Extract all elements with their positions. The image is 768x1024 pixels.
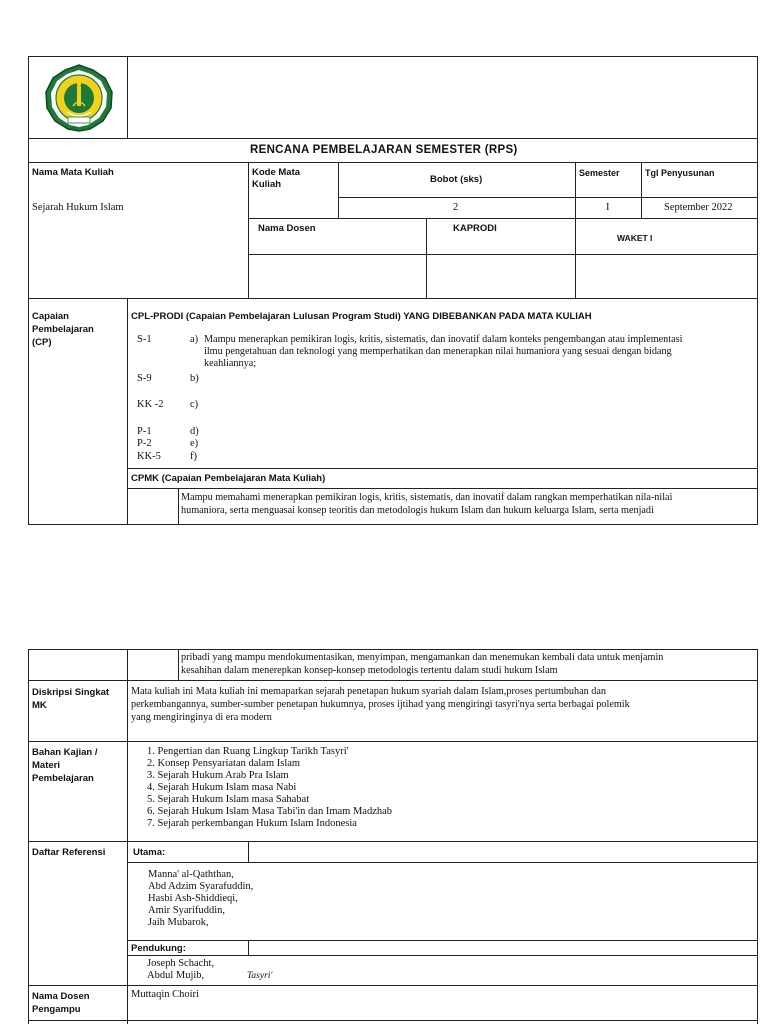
primary-reference-label: Utama:: [133, 847, 166, 858]
material-label: Materi: [32, 760, 60, 771]
supporting-reference-item: Abdul Mujib,: [147, 970, 205, 981]
cpl-code: S-1: [137, 334, 152, 345]
row-divider: [28, 1020, 758, 1021]
row-divider: [28, 138, 758, 139]
row-divider: [28, 741, 758, 742]
primary-reference-item: Manna' al-Qaththan,: [148, 869, 234, 880]
cell-divider: [178, 488, 179, 524]
row-divider: [248, 218, 758, 219]
material-item: 7. Sejarah perkembangan Hukum Islam Indonesia: [147, 818, 357, 829]
lecturer-in-charge-label: Nama Dosen: [32, 991, 90, 1002]
row-divider: [28, 985, 758, 986]
material-item: 3. Sejarah Hukum Arab Pra Islam: [147, 770, 289, 781]
lecturer-label: Nama Dosen: [258, 223, 316, 234]
description-label: MK: [32, 700, 47, 711]
cell-divider: [575, 162, 576, 298]
cpl-item-a: Mampu menerapkan pemikiran logis, kritis, sistematis, dan inovatif dalam konteks pengembangan atau implementasi: [204, 334, 683, 345]
page-title: RENCANA PEMBELAJARAN SEMESTER (RPS): [250, 144, 518, 156]
cell-divider: [338, 162, 339, 219]
row-divider: [28, 162, 758, 163]
cell-divider: [248, 841, 249, 862]
cpl-code: P-2: [137, 438, 152, 449]
row-divider: [127, 955, 758, 956]
cell-divider: [127, 56, 128, 138]
lecturer-in-charge-label: Pengampu: [32, 1004, 81, 1015]
cpl-letter: b): [190, 373, 199, 384]
primary-reference-item: Jaih Mubarok,: [148, 917, 209, 928]
waket-label: WAKET I: [617, 233, 653, 243]
description-text: Mata kuliah ini Mata kuliah ini memaparkan sejarah penetapan hukum syariah dalam Islam,proses pertumbuhan dan: [131, 686, 606, 697]
row-divider: [127, 488, 758, 489]
material-label: Pembelajaran: [32, 773, 94, 784]
cpl-code: S-9: [137, 373, 152, 384]
supporting-reference-label: Pendukung:: [131, 943, 186, 954]
row-divider: [28, 680, 758, 681]
cpmk-heading: CPMK (Capaian Pembelajaran Mata Kuliah): [131, 473, 326, 484]
reference-label: Daftar Referensi: [32, 847, 106, 858]
course-code-label: Kode Mata: [252, 167, 301, 178]
cell-divider: [248, 940, 249, 955]
date-value: September 2022: [664, 202, 733, 213]
cpl-heading: CPL-PRODI (Capaian Pembelajaran Lulusan Program Studi) YANG DIBEBANKAN PADA MATA KULIAH: [131, 311, 592, 322]
table-border: [28, 524, 758, 525]
cell-divider: [248, 162, 249, 298]
row-divider: [28, 841, 758, 842]
cell-divider: [641, 162, 642, 219]
cpl-letter: c): [190, 399, 199, 410]
cpl-letter: f): [190, 451, 197, 462]
kaprodi-label: KAPRODI: [453, 223, 497, 234]
semester-value: I: [606, 202, 610, 213]
table-border: [28, 649, 758, 650]
cpl-item-a: ilmu pengetahuan dan teknologi yang memperhatikan dan menerapkan nilai humaniora yang sesuai dengan bidang: [204, 346, 672, 357]
cpmk-text: humaniora, serta menguasai konsep teoritis dan metodologis hukum Islam dan hukum keluarga Islam, serta menjadi: [181, 505, 654, 516]
cell-divider: [178, 649, 179, 680]
credit-value: 2: [453, 202, 459, 213]
lecturer-in-charge-value: Muttaqin Choiri: [131, 989, 199, 1000]
cpl-code: KK -2: [137, 399, 164, 410]
cp-label: Capaian: [32, 311, 69, 322]
primary-reference-item: Abd Adzim Syarafuddin,: [148, 881, 254, 892]
row-divider: [127, 940, 758, 941]
table-border: [28, 649, 29, 1024]
cp-label: Pembelajaran: [32, 324, 94, 335]
description-text: perkembangannya, sumber-sumber penetapan hukumnya, proses ijtihad yang mengiringi tasyri'nya serta berbagai polemik: [131, 699, 630, 710]
supporting-reference-title: Tasyri': [247, 971, 273, 981]
row-divider: [28, 298, 758, 299]
cell-divider: [426, 218, 427, 298]
credit-label: Bobot (sks): [430, 174, 483, 185]
cpmk-text: Mampu memahami menerapkan pemikiran logis, kritis, sistematis, dan inovatif dalam rangkan memperhatikan nila-nilai: [181, 492, 673, 503]
table-border: [28, 56, 758, 57]
cpl-code: KK-5: [137, 451, 161, 462]
course-name-value: Sejarah Hukum Islam: [32, 202, 124, 213]
row-divider: [127, 862, 758, 863]
date-label: Tgl Penyusunan: [645, 168, 715, 178]
cpmk-continued: pribadi yang mampu mendokumentasikan, menyimpan, mengamankan dan menemukan kembali data untuk menjamin: [181, 652, 664, 663]
description-label: Diskripsi Singkat: [32, 687, 110, 698]
cpl-item-a: keahliannya;: [204, 358, 257, 369]
cpmk-continued: kesahihan dalam menerepkan konsep-konsep metodologis tertentu dalam studi hukum Islam: [181, 665, 558, 676]
supporting-reference-item: Joseph Schacht,: [147, 958, 215, 969]
cpl-code: P-1: [137, 426, 152, 437]
table-border: [757, 56, 758, 525]
row-divider: [127, 468, 758, 469]
cpl-letter: d): [190, 426, 199, 437]
material-item: 6. Sejarah Hukum Islam Masa Tabi'in dan Imam Madzhab: [147, 806, 393, 817]
row-divider: [338, 197, 758, 198]
institution-logo: [40, 62, 118, 134]
cell-divider: [127, 649, 128, 1024]
table-border: [28, 56, 29, 525]
material-item: 4. Sejarah Hukum Islam masa Nabi: [147, 782, 297, 793]
material-label: Bahan Kajian /: [32, 747, 98, 758]
cpl-letter: e): [190, 438, 199, 449]
material-item: 2. Konsep Pensyariatan dalam Islam: [147, 758, 301, 769]
cp-label: (CP): [32, 337, 52, 348]
logo-seal-icon: [40, 62, 118, 134]
description-text: yang mengiringinya di era modern: [131, 712, 272, 723]
cpl-letter: a): [190, 334, 199, 345]
primary-reference-item: Amir Syarifuddin,: [148, 905, 225, 916]
material-item: 1. Pengertian dan Ruang Lingkup Tarikh Tasyri': [147, 746, 349, 757]
course-name-label: Nama Mata Kuliah: [32, 167, 114, 178]
course-code-label: Kuliah: [252, 179, 282, 190]
row-divider: [248, 254, 758, 255]
table-border: [757, 649, 758, 1024]
semester-label: Semester: [579, 168, 620, 178]
cell-divider: [127, 298, 128, 524]
material-item: 5. Sejarah Hukum Islam masa Sahabat: [147, 794, 310, 805]
primary-reference-item: Hasbi Ash-Shiddieqi,: [148, 893, 238, 904]
